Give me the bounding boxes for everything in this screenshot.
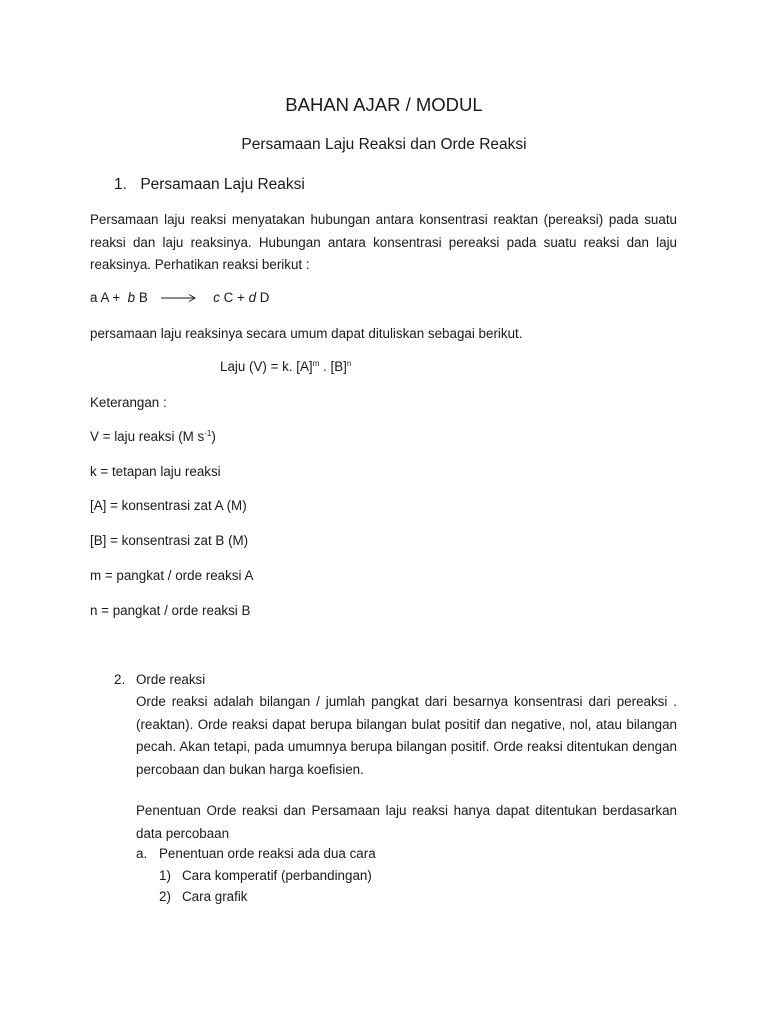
rate-eq-lhs: Laju (V) = k. [A] bbox=[220, 359, 313, 374]
legend-item: k = tetapan laju reaksi bbox=[90, 464, 221, 479]
species-D: D bbox=[259, 290, 270, 305]
coef-a: a bbox=[90, 290, 98, 305]
rate-equation bbox=[220, 359, 351, 374]
sublist-item: Cara komperatif (perbandingan) bbox=[182, 868, 372, 883]
document-subtitle: Persamaan Laju Reaksi dan Orde Reaksi bbox=[241, 136, 527, 153]
coef-b: b bbox=[127, 290, 136, 305]
legend-item: [A] = konsentrasi zat A (M) bbox=[90, 498, 247, 513]
legend-v bbox=[90, 429, 216, 444]
legend-v-suffix: ) bbox=[211, 429, 216, 444]
list-item: Penentuan orde reaksi ada dua cara bbox=[159, 846, 376, 861]
coef-d: d bbox=[248, 290, 257, 305]
rate-eq-mid: . [B] bbox=[319, 359, 347, 374]
section2-paragraph-1: Orde reaksi adalah bilangan / jumlah pangkat dari besarnya konsentrasi dari pereaksi . (reaktan). Orde reaksi dapat berupa bilangan bulat positif dan negative, nol, atau bilangan pecah. Akan tetapi, pada umumnya berupa bilangan positif. Orde reaksi ditentukan dengan percobaan dan bukan harga koefisien. bbox=[136, 694, 677, 777]
section1-heading bbox=[114, 176, 305, 194]
sublist-item-marker: 1) bbox=[159, 868, 171, 883]
legend-v-prefix: V = laju reaksi (M s bbox=[90, 429, 205, 444]
sublist-item: Cara grafik bbox=[182, 889, 248, 904]
section1-number: 1. bbox=[114, 176, 127, 193]
legend-item: [B] = konsentrasi zat B (M) bbox=[90, 533, 249, 548]
section1-heading-text: Persamaan Laju Reaksi bbox=[140, 176, 305, 193]
species-C: C + bbox=[223, 290, 245, 305]
species-B: B bbox=[138, 290, 148, 305]
section2-heading: Orde reaksi bbox=[136, 672, 206, 687]
reaction-equation bbox=[90, 290, 269, 306]
exponent-n: n bbox=[346, 359, 352, 368]
document-title: BAHAN AJAR / MODUL bbox=[285, 94, 483, 115]
section2-number: 2. bbox=[114, 672, 126, 687]
legend-v-exponent: -1 bbox=[204, 429, 212, 438]
exponent-m: m bbox=[312, 359, 320, 368]
legend-title: Keterangan : bbox=[90, 395, 167, 410]
sublist-item-marker: 2) bbox=[159, 889, 171, 904]
list-item-marker: a. bbox=[136, 846, 148, 861]
general-rate-text: persamaan laju reaksinya secara umum dapat dituliskan sebagai berikut. bbox=[90, 326, 523, 341]
coef-c: c bbox=[213, 290, 220, 305]
legend-item: m = pangkat / orde reaksi A bbox=[90, 568, 254, 583]
section2-paragraph-2: Penentuan Orde reaksi dan Persamaan laju reaksi hanya dapat ditentukan berdasarkan data percobaan bbox=[136, 803, 677, 841]
reaction-arrow-icon bbox=[161, 291, 197, 306]
species-A: A + bbox=[100, 290, 121, 305]
section1-intro-paragraph: Persamaan laju reaksi menyatakan hubungan antara konsentrasi reaktan (pereaksi) pada suatu reaksi dan laju reaksinya. Hubungan antara konsentrasi pereaksi pada suatu reaksi dan laju reaksinya. Perhatikan reaksi berikut : bbox=[90, 212, 677, 272]
legend-item: n = pangkat / orde reaksi B bbox=[90, 603, 251, 618]
